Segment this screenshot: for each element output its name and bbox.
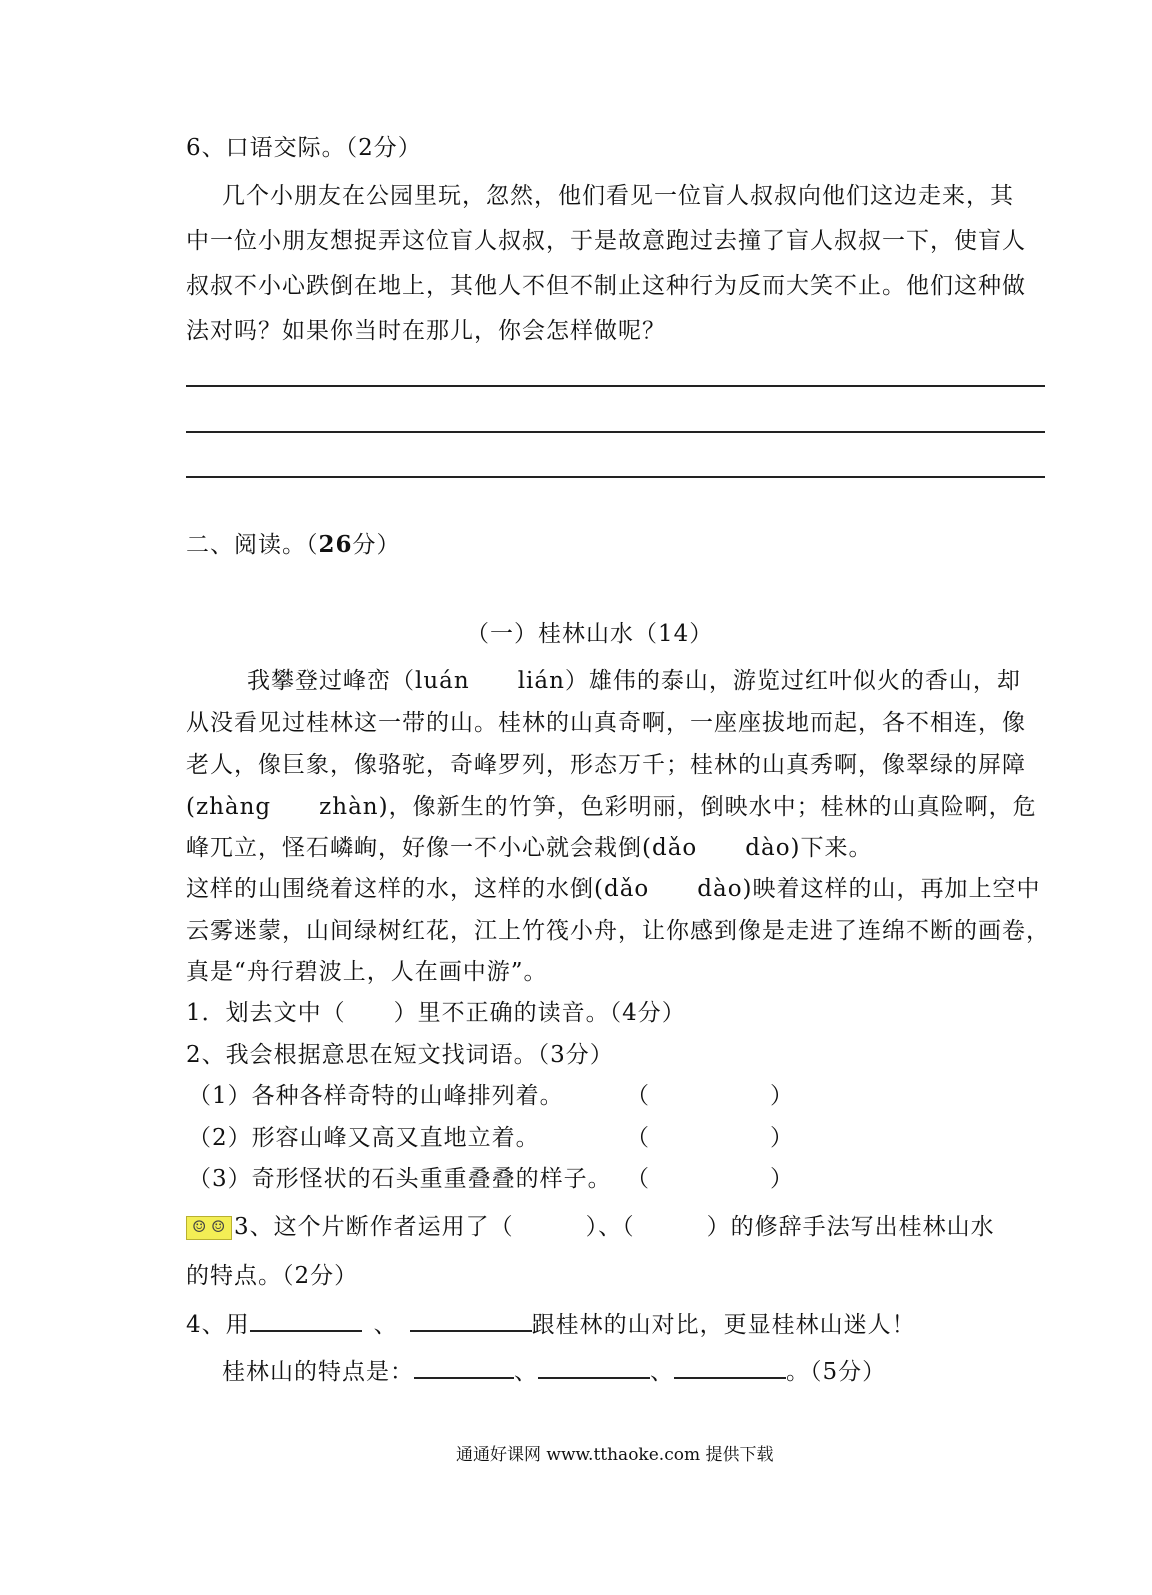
- q2-item-1-paren-open: （: [626, 1083, 650, 1109]
- question-2-title: 2、我会根据意思在短文找词语。（3分）: [186, 1042, 614, 1068]
- q2-item-1-label: （1）各种各样奇特的山峰排列着。: [188, 1083, 564, 1109]
- q4-line2-suffix: 。（5分）: [786, 1359, 887, 1385]
- section-2-score: 26: [318, 531, 353, 558]
- q4-separator: 、: [373, 1312, 398, 1338]
- answer-line-2[interactable]: [186, 431, 1045, 433]
- feature-blank-1[interactable]: [414, 1355, 514, 1379]
- question-3-text: 3、这个片断作者运用了（ ）、（ ）的修辞手法写出桂林山水: [234, 1214, 995, 1240]
- q4-suffix: 跟桂林的山对比，更显桂林山迷人！: [531, 1312, 916, 1338]
- q6-paragraph-line-4: 法对吗？如果你当时在那儿，你会怎样做呢？: [186, 318, 666, 344]
- q4-line2-sep-1: 、: [514, 1359, 538, 1385]
- q2-item-1-paren-close: ）: [770, 1083, 794, 1109]
- reading-p2-line-1: 这样的山围绕着这样的水，这样的水倒(dǎo dào)映着这样的山，再加上空中: [186, 876, 1041, 902]
- scan-marker-icon: ☺ ☺: [186, 1216, 232, 1240]
- q4-blank-2[interactable]: [410, 1308, 532, 1332]
- question-3-line-2: 的特点。（2分）: [186, 1263, 359, 1289]
- q6-paragraph-line-2: 中一位小朋友想捉弄这位盲人叔叔，于是故意跑过去撞了盲人叔叔一下，使盲人: [186, 228, 1026, 254]
- q2-item-2-paren-close: ）: [770, 1125, 794, 1151]
- question-4-line-1: [186, 1308, 916, 1340]
- footer-text: 通通好课网 www.tthaoke.com 提供下载: [456, 1445, 774, 1465]
- reading-p1-line-3: 老人，像巨象，像骆驼，奇峰罗列，形态万千；桂林的山真秀啊，像翠绿的屏障: [186, 752, 1026, 778]
- section-2-prefix: 二、阅读。（: [186, 532, 319, 558]
- section-2-title: [186, 530, 401, 560]
- reading-p2-line-3: 真是“舟行碧波上，人在画中游”。: [186, 959, 548, 985]
- reading-p2-line-2: 云雾迷蒙，山间绿树红花，江上竹筏小舟，让你感到像是走进了连绵不断的画卷，: [186, 918, 1050, 944]
- question-6-title: 6、口语交际。（2分）: [186, 135, 422, 161]
- reading-p1-line-2: 从没看见过桂林这一带的山。桂林的山真奇啊，一座座拔地而起，各不相连，像: [186, 710, 1026, 736]
- q4-line2-prefix: 桂林山的特点是：: [222, 1359, 414, 1385]
- question-4-line-2: [222, 1355, 886, 1387]
- reading-p1-line-4: (zhàng zhàn)，像新生的竹笋，色彩明丽，倒映水中；桂林的山真险啊，危: [186, 794, 1037, 820]
- q4-prefix: 4、用: [186, 1312, 250, 1338]
- q6-paragraph-line-3: 叔叔不小心跌倒在地上，其他人不但不制止这种行为反而大笑不止。他们这种做: [186, 273, 1026, 299]
- reading-title: （一）桂林山水（14）: [466, 621, 714, 647]
- q4-line2-sep-2: 、: [650, 1359, 674, 1385]
- q2-item-3-label: （3）奇形怪状的石头重重叠叠的样子。: [188, 1166, 612, 1192]
- reading-p1-line-1: 我攀登过峰峦（luán lián）雄伟的泰山，游览过红叶似火的香山，却: [247, 668, 1021, 694]
- q6-paragraph-line-1: 几个小朋友在公园里玩，忽然，他们看见一位盲人叔叔向他们这边走来，其: [222, 183, 1014, 209]
- q4-blank-1[interactable]: [250, 1308, 362, 1332]
- question-1: 1．划去文中（ ）里不正确的读音。（4分）: [186, 1000, 686, 1026]
- feature-blank-2[interactable]: [538, 1355, 650, 1379]
- q2-item-2-label: （2）形容山峰又高又直地立着。: [188, 1125, 540, 1151]
- section-2-suffix: 分）: [352, 532, 401, 558]
- question-3-line-1: [186, 1212, 995, 1242]
- q2-item-3-paren-open: （: [626, 1166, 650, 1192]
- answer-line-3[interactable]: [186, 476, 1045, 478]
- q2-item-2-paren-open: （: [626, 1125, 650, 1151]
- answer-line-1[interactable]: [186, 385, 1045, 387]
- reading-p1-line-5: 峰兀立，怪石嶙峋，好像一不小心就会栽倒(dǎo dào)下来。: [186, 835, 873, 861]
- q2-item-3-paren-close: ）: [770, 1166, 794, 1192]
- feature-blank-3[interactable]: [674, 1355, 786, 1379]
